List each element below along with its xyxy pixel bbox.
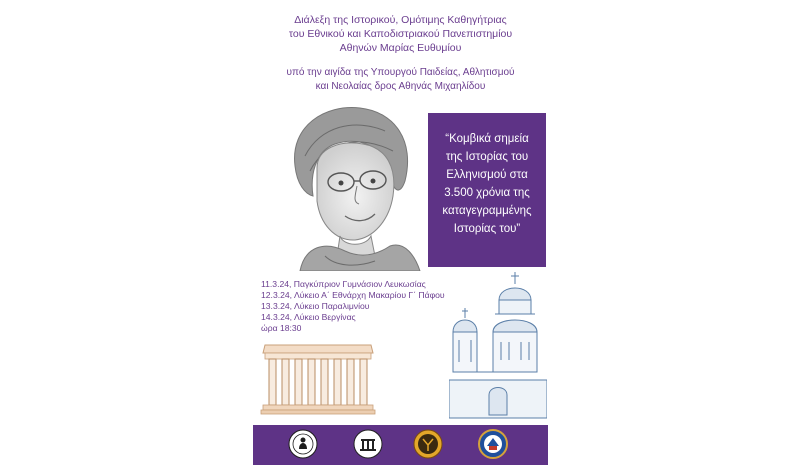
lecture-title-box <box>428 113 546 267</box>
school-emblem-icon <box>478 429 508 459</box>
title-line-6: Ιστορίας του” <box>453 223 521 235</box>
header-line-2: του Εθνικού και Καποδιστριακού Πανεπιστημίου <box>288 28 513 40</box>
poster <box>253 0 548 465</box>
title-line-5: καταγεγραμμένης <box>442 205 532 217</box>
title-line-3: Ελληνισμού στα <box>446 169 528 181</box>
footer-bar <box>253 425 548 465</box>
subheader-line-1: υπό την αιγίδα της Υπουργού Παιδείας, Αθλητισμού <box>286 67 515 78</box>
portrait-sketch <box>265 96 425 271</box>
church-emblem-icon <box>413 429 443 459</box>
schedule-time: ώρα 18:30 <box>261 323 302 333</box>
title-line-4: 3.500 χρόνια της <box>444 187 530 199</box>
header-line-1: Διάλεξη της Ιστορικού, Ομότιμης Καθηγήτριας <box>294 14 507 26</box>
schedule-item-3: 13.3.24, Λύκειο Παραλιμνίου <box>261 301 370 311</box>
church-sketch <box>449 270 547 420</box>
schedule-item-2: 12.3.24, Λύκειο Α΄ Εθνάρχη Μακαρίου Γ΄ Πάφου <box>261 290 445 300</box>
subheader-line-2: και Νεολαίας δρος Αθηνάς Μιχαηλίδου <box>315 81 486 92</box>
header-line-3: Αθηνών Μαρίας Ευθυμίου <box>339 42 462 54</box>
title-line-1: “Κομβικά σημεία <box>445 133 529 145</box>
title-line-2: της Ιστορίας του <box>445 151 529 163</box>
ministry-seal-icon <box>353 429 383 459</box>
temple-sketch <box>259 335 377 415</box>
schedule-item-4: 14.3.24, Λύκειο Βεργίνας <box>261 312 356 322</box>
schedule-item-1: 11.3.24, Παγκύπριον Γυμνάσιον Λευκωσίας <box>261 279 426 289</box>
university-seal-icon <box>288 429 318 459</box>
